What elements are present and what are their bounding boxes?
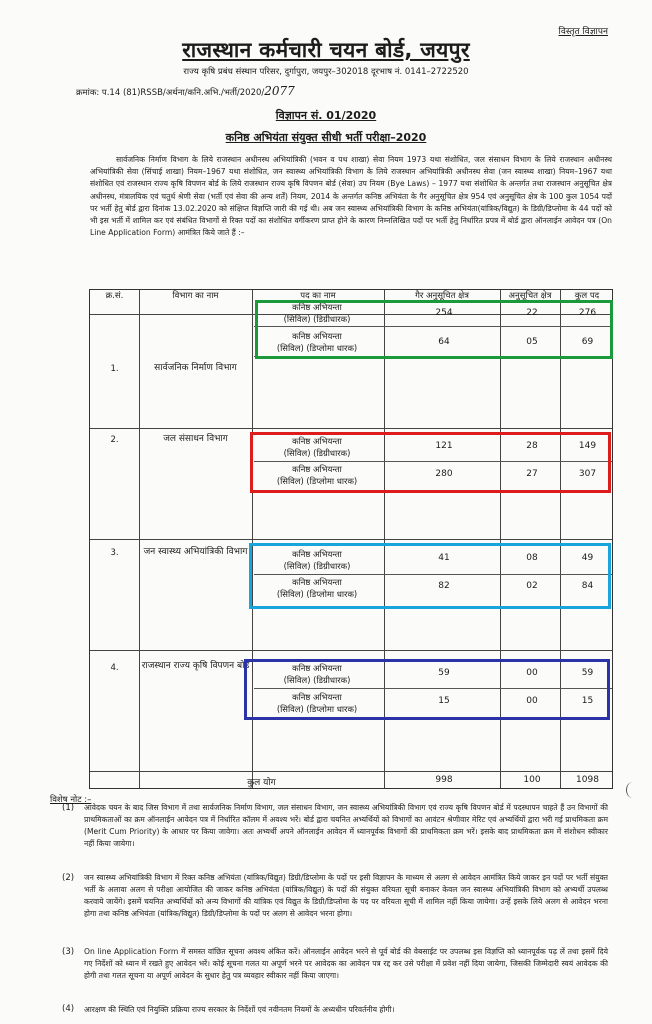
note-item: On line Application Form में समस्त वांछित सूचना अवश्य अंकित करें। ऑनलाईन आवेदन भरने से पूर्व बोर्ड की वेबसाईट पर उपलब्ध इस विज्ञप्ति को ध्यानपूर्वक पढ़ लें तथा इसमें दिये गए निर्देशों को ध्यान में रखते हुए आवेदन भरें। कोई सूचना गलत या अपूर्ण भरने पर आवेदक का आवेदन पत्र रद्द कर उसे परीक्षा में प्रवेश नहीं दिया जायेगा, जिसकी जिम्मेदारी स्वयं आवेदक की होगी तथा गलत सूचना या अपूर्ण आवेदन के सुधार हेतु पत्र व्यवहार स्वीकार नहीं किया जाएगा। bbox=[84, 947, 608, 981]
pen-mark-icon bbox=[626, 782, 639, 798]
non-scheduled-count: 82 bbox=[438, 581, 450, 591]
row-sno: 2. bbox=[110, 435, 119, 445]
scheduled-count: 02 bbox=[526, 581, 538, 591]
scheduled-count: 22 bbox=[526, 308, 538, 318]
total-count: 149 bbox=[578, 441, 597, 451]
total-divider bbox=[90, 771, 612, 772]
total-count: 59 bbox=[581, 668, 594, 678]
row-sno: 3. bbox=[110, 548, 119, 558]
post-name: कनिष्ठ अभियन्ता (सिविल) (डिप्लोमा धारक) bbox=[276, 692, 358, 714]
non-scheduled-count: 121 bbox=[435, 441, 453, 451]
note-number: (1) bbox=[62, 803, 75, 813]
highlight-box-green bbox=[255, 300, 613, 359]
total-scheduled: 100 bbox=[523, 775, 541, 785]
post-name: कनिष्ठ अभियन्ता (सिविल) (डिग्रीधारक) bbox=[283, 663, 351, 685]
note-number: (4) bbox=[62, 1004, 75, 1014]
handwritten-dispatch-number: 2077 bbox=[264, 84, 295, 98]
section-divider bbox=[90, 650, 612, 651]
total-label: कुल योग bbox=[247, 778, 276, 788]
highlight-box-blue bbox=[249, 543, 611, 609]
board-name-heading: राजस्थान कर्मचारी चयन बोर्ड, जयपुर bbox=[182, 38, 470, 62]
header-sno: क्र.सं. bbox=[105, 291, 124, 301]
header-post-name: पद का नाम bbox=[300, 291, 336, 301]
notes-heading: विशेष नोट :– bbox=[50, 795, 92, 805]
post-name: कनिष्ठ अभियन्ता (सिविल) (डिग्रीधारक) bbox=[283, 436, 351, 458]
highlight-box-red bbox=[250, 432, 611, 493]
header-department: विभाग का नाम bbox=[172, 291, 219, 301]
note-number: (2) bbox=[62, 873, 75, 883]
note-number: (3) bbox=[62, 947, 75, 957]
exam-title: कनिष्ठ अभियंता संयुक्त सीधी भर्ती परीक्षा–2020 bbox=[225, 131, 427, 144]
highlight-box-navy bbox=[244, 659, 610, 720]
non-scheduled-count: 41 bbox=[438, 553, 450, 563]
post-name: कनिष्ठ अभियन्ता (सिविल) (डिप्लोमा धारक) bbox=[276, 577, 358, 599]
row-department: राजस्थान राज्य कृषि विपणन बोर्ड bbox=[141, 661, 250, 671]
total-count: 84 bbox=[581, 581, 594, 591]
section-divider bbox=[90, 428, 612, 429]
header-total: कुल पद bbox=[574, 291, 600, 301]
intro-paragraph: सार्वजनिक निर्माण विभाग के लिये राजस्थान अधीनस्थ अभियांत्रिकी (भवन व पथ शाखा) सेवा नियम 1973 यथा संशोधित, जल संसाधन विभाग के लिये राजस्थान अधीनस्थ अभियांत्रिकी सेवा (सिंचाई शाखा) नियम–1967 यथा संशोधित, जन स्वास्थ्य अभियांत्रिकी विभाग के लिये राजस्थान अभियांत्रिकी अधीनस्थ सेवा (जन स्वास्थ्य शाखा) नियम–1967 यथा संशोधित एवं राजस्थान राज्य कृषि विपणन बोर्ड के लिये राजस्थान राज्य कृषि विपणन बोर्ड (सेवा) उप नियम (Bye Laws) – 1977 यथा संशोधित के अन्तर्गत तथा राजस्थान अनुसूचित क्षेत्र अधीनस्थ, मंत्रालयिक एवं चतुर्थ श्रेणी सेवा (भर्ती एवं सेवा की अन्य शर्तें) नियम, 2014 के अन्तर्गत कनिष्ठ अभियंता के गैर अनुसूचित क्षेत्र 954 एवं अनुसूचित क्षेत्र के 100 कुल 1054 पदों पर भर्ती हेतु बोर्ड द्वारा दिनांक 13.02.2020 को संक्षिप्त विज्ञप्ति जारी की गई थी। अब जन स्वास्थ्य अभियांत्रिकी विभाग के कनिष्ठ अभियंता(यांत्रिक/विद्युत) के डिग्री/डिप्लोमा के 44 पदों को भी इस भर्ती में शामिल कर एवं संबंधित विभागों से रिक्त पदों का संशोधित वर्गीकरण प्राप्त होने के कारण निम्नलिखित पदों पर भर्ती हेतु निर्धारित प्रपत्र में बोर्ड द्वारा ऑनलाईन आवेदन पत्र (On Line Application Form) आमंत्रित किये जाते हैं :– bbox=[90, 155, 612, 238]
row-department: जल संसाधन विभाग bbox=[163, 434, 228, 444]
corner-label: विस्तृत विज्ञापन bbox=[558, 27, 608, 37]
row-department: सार्वजनिक निर्माण विभाग bbox=[154, 363, 237, 373]
post-name: कनिष्ठ अभियन्ता (सिविल) (डिप्लोमा धारक) bbox=[276, 331, 358, 353]
non-scheduled-count: 254 bbox=[435, 308, 453, 318]
non-scheduled-count: 64 bbox=[438, 337, 450, 347]
header-non-scheduled: गैर अनुसूचित क्षेत्र bbox=[415, 291, 469, 301]
post-name: कनिष्ठ अभियन्ता (सिविल) (डिग्रीधारक) bbox=[283, 302, 351, 324]
scheduled-count: 28 bbox=[526, 441, 538, 451]
note-item: जन स्वास्थ्य अभियांत्रिकी विभाग में रिक्त कनिष्ठ अभियंता (यांत्रिक/विद्युत) डिग्री/डिप्लोमा के पदों पर इसी विज्ञापन के माध्यम से अलग से आवेदन आमंत्रित किये जाकर इन पदों पर भर्ती संयुक्त भर्ती के अलावा अलग से परीक्षा आयोजित की जाकर कनिष्ठ अभियंता (यांत्रिक/विद्युत) के पदों की संयुक्त वरियता सूची बनाकर केवल जन स्वास्थ्य अभियांत्रिकी विभाग को अभ्यर्थी उपलब्ध करवाये जायेंगे। इसमें चयनित अभ्यर्थियों को अन्य विभागों की यांत्रिक एवं विद्युत के डिग्री/डिप्लोमा के पद पर वरियता सूची में शामिल नहीं किया जायेगा। उन्हें इसके लिये अलग से आवेदन भरना होगा तथा कनिष्ठ अभियंता (यांत्रिक/विद्युत) डिग्री/डिप्लोमा के पदों पर अलग से आवेदन भरना होगा। bbox=[84, 873, 608, 919]
total-count: 307 bbox=[578, 469, 597, 479]
total-count: 15 bbox=[581, 696, 594, 706]
scheduled-count: 27 bbox=[526, 469, 538, 479]
non-scheduled-count: 15 bbox=[438, 696, 450, 706]
advertisement-number: विज्ञापन सं. 01/2020 bbox=[275, 109, 377, 122]
post-name: कनिष्ठ अभियन्ता (सिविल) (डिप्लोमा धारक) bbox=[276, 464, 358, 486]
grand-total: 1098 bbox=[576, 775, 599, 785]
total-non-scheduled: 998 bbox=[435, 775, 453, 785]
non-scheduled-count: 280 bbox=[435, 469, 453, 479]
row-department: जन स्वास्थ्य अभियांत्रिकी विभाग bbox=[143, 547, 248, 557]
row-sno: 1. bbox=[110, 364, 119, 374]
reference-prefix: क्रमांक: प.14 (81)RSSB/अर्थना/कनि.अभि./भर्ती/2020/ bbox=[76, 88, 265, 98]
row-sno: 4. bbox=[110, 663, 119, 673]
scheduled-count: 00 bbox=[526, 696, 538, 706]
scheduled-count: 05 bbox=[526, 337, 538, 347]
post-name: कनिष्ठ अभियन्ता (सिविल) (डिग्रीधारक) bbox=[283, 549, 351, 571]
board-address: राज्य कृषि प्रबंध संस्थान परिसर, दुर्गापुरा, जयपुर–302018 दूरभाष नं. 0141–2722520 bbox=[183, 67, 469, 77]
scheduled-count: 00 bbox=[526, 668, 538, 678]
section-divider bbox=[90, 539, 612, 540]
total-count: 276 bbox=[578, 308, 597, 318]
note-item: आरक्षण की स्थिति एवं नियुक्ति प्रक्रिया राज्य सरकार के निर्देशों एवं नवीनतम नियमों के अध्यधीन परिवर्तनीय होगी। bbox=[84, 1005, 395, 1014]
total-count: 49 bbox=[581, 553, 594, 563]
scheduled-count: 08 bbox=[526, 553, 538, 563]
header-scheduled: अनुसूचित क्षेत्र bbox=[508, 291, 552, 301]
non-scheduled-count: 59 bbox=[438, 668, 450, 678]
posts-table bbox=[89, 289, 613, 789]
note-item: आवेदक चयन के बाद जिस विभाग में तथा सार्वजनिक निर्माण विभाग, जल संसाधन विभाग, जन स्वास्थ्य अभियांत्रिकी विभाग एवं राज्य कृषि विपणन बोर्ड में पदस्थापन चाहते हैं उन विभागों की प्राथमिकताओं का क्रम ऑनलाईन आवेदन पत्र में निर्धारित कॉलम में अवश्य भरें। बोर्ड द्वारा चयनित अभ्यर्थियों को विभागों का आवंटन श्रेणीवार मेरिट एवं अभ्यर्थियों द्वारा भरी गई प्राथमिकता क्रम (Merit Cum Priority) के आधार पर किया जावेगा। अतः अभ्यर्थी अपने ऑनलाईन आवेदन में ध्यानपूर्वक विभागों की प्राथमिकता क्रम भरें। इसके बाद प्राथमिकता क्रम में संशोधन स्वीकार नहीं किया जायेगा। bbox=[84, 803, 608, 849]
total-count: 69 bbox=[581, 337, 594, 347]
reference-number bbox=[76, 84, 295, 98]
